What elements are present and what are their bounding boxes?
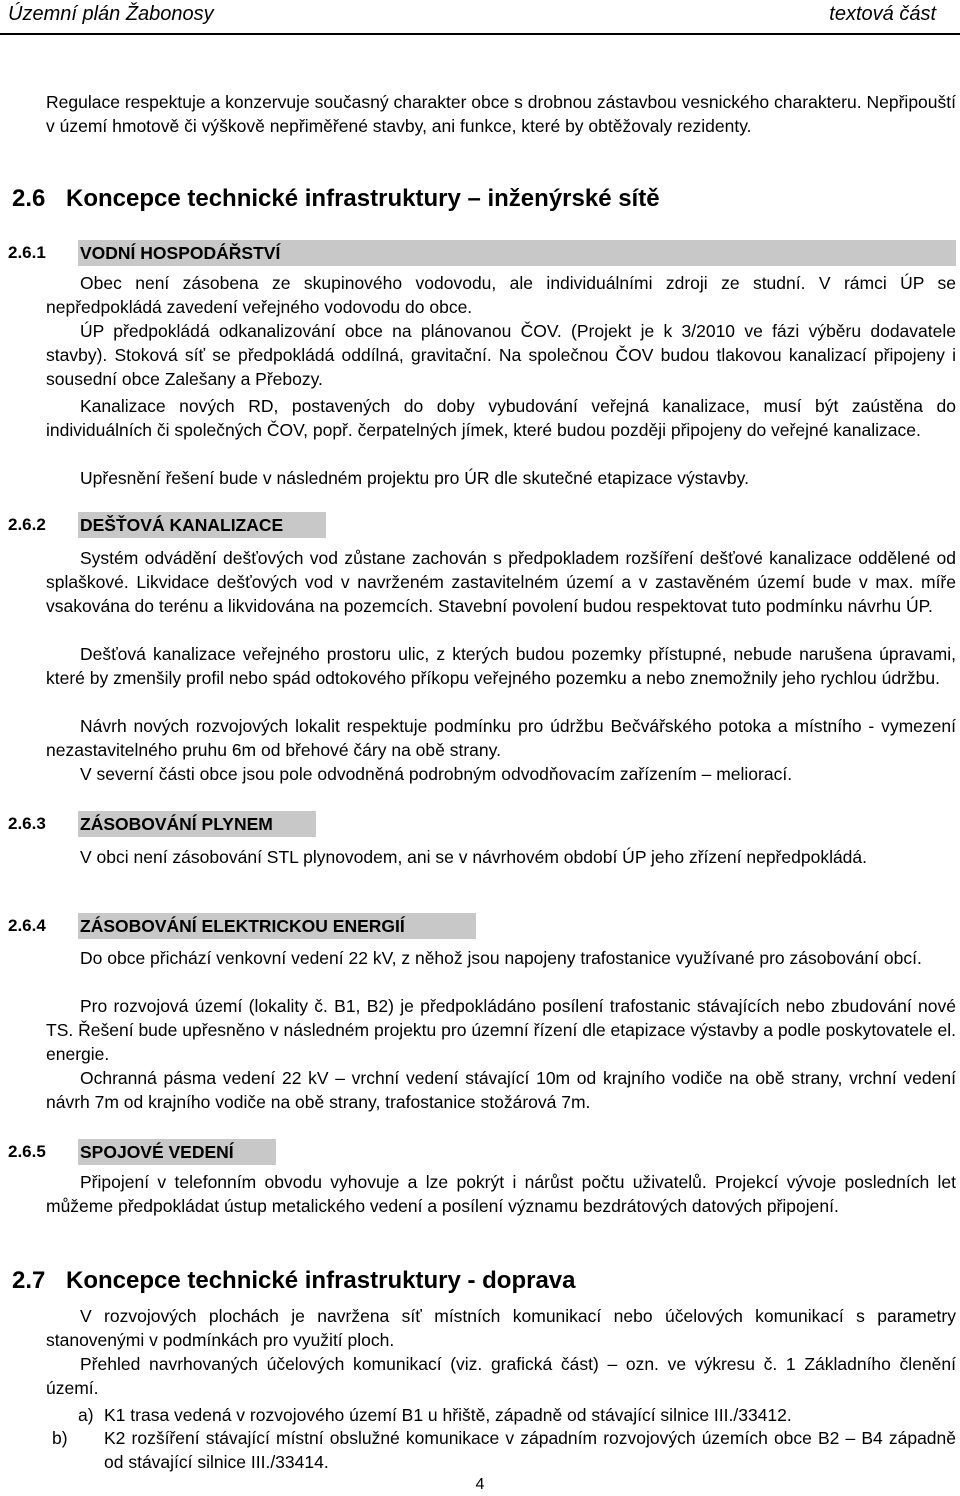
electricity-paragraph-1: Do obce přichází venkovní vedení 22 kV, z něhož jsou napojeny trafostanice využívané pro zásobování obcí. (80, 948, 922, 968)
heading-title: ZÁSOBOVÁNÍ ELEKTRICKOU ENERGIÍ (80, 916, 405, 936)
transport-paragraph-1: V rozvojových plochách je navržena síť místních komunikací nebo účelových komunikací s parametry stanovenými v podmínkách pro využití ploch. (46, 1306, 956, 1350)
header-document-title: Územní plán Žabonosy (8, 3, 214, 25)
telecom-paragraph: Připojení v telefonním obvodu vyhovuje a lze pokrýt i nárůst počtu uživatelů. Projekcí vývoje posledních let můžeme předpokládat ústup metalického vedení a posílení významu bezdrátových datových připojení. (46, 1172, 956, 1216)
heading-title: SPOJOVÉ VEDENÍ (80, 1142, 234, 1162)
heading-2-6-3 (8, 811, 956, 837)
heading-number: 2.6.2 (8, 515, 46, 534)
rain-paragraph-2: Dešťová kanalizace veřejného prostoru ulic, z kterých budou pozemky přístupné, nebude narušena úpravami, které by zmenšily profil nebo spád odtokového příkopu veřejného pozemku a nebo znemožnily jeho rychlou údržbu. (46, 644, 956, 688)
heading-number: 2.6.4 (8, 916, 46, 935)
water-paragraph-3: Kanalizace nových RD, postavených do doby vybudování veřejná kanalizace, musí být zaústěna do individuálních či společných ČOV, popř. čerpatelných jímek, které budou později připojeny do veřejné kanalizace. (46, 396, 956, 440)
gas-paragraph: V obci není zásobování STL plynovodem, ani se v návrhovém období ÚP jeho zřízení nepředpokládá. (80, 847, 868, 867)
transport-paragraph-2: Přehled navrhovaných účelových komunikací (viz. grafická část) – ozn. ve výkresu č. 1 Základního členění území. (46, 1354, 956, 1398)
rain-paragraph-3: Návrh nových rozvojových lokalit respektuje podmínku pro údržbu Bečvářského potoka a místního - vymezení nezastavitelného pruhu 6m od břehové čáry na obě strany. (46, 716, 956, 760)
rain-paragraph-1: Systém odvádění dešťových vod zůstane zachován s předpokladem rozšíření dešťové kanalizace oddělené od splaškové. Likvidace dešťových vod v navrženém zastavitelném území a v zastavěném území bude v max. míře vsakována do terénu a likvidována na pozemcích. Stavební povolení budou respektovat tuto podmínku návrhu ÚP. (46, 548, 956, 616)
heading-2-6-4 (8, 913, 956, 939)
water-paragraph-2: ÚP předpokládá odkanalizování obce na plánovanou ČOV. (Projekt je k 3/2010 ve fázi výběru dodavatele stavby). Stoková síť se předpokládá oddílná, gravitační. Na společnou ČOV budou tlakovou kanalizací připojeny i sousední obce Zalešany a Přebozy. (46, 321, 956, 389)
heading-2-6-2 (8, 512, 956, 538)
heading-title: ZÁSOBOVÁNÍ PLYNEM (80, 814, 273, 834)
heading-2-6-5 (8, 1139, 956, 1165)
heading-2-6 (12, 184, 660, 214)
water-paragraph-4: Upřesnění řešení bude v následném projektu pro ÚR dle skutečné etapizace výstavby. (80, 468, 749, 488)
electricity-paragraph-3: Ochranná pásma vedení 22 kV – vrchní vedení stávající 10m od krajního vodiče na obě strany, vrchní vedení návrh 7m od krajního vodiče na obě strany, trafostanice stožárová 7m. (46, 1068, 956, 1112)
list-marker: b) (52, 1428, 68, 1448)
heading-2-7 (12, 1266, 575, 1296)
intro-paragraph: Regulace respektuje a konzervuje současný charakter obce s drobnou zástavbou vesnického charakteru. Nepřipouští v území hmotově či výškově nepřiměřené stavby, ani funkce, které by obtěžovaly rezidenty. (46, 92, 956, 136)
heading-number: 2.7 (12, 1267, 46, 1294)
heading-title: VODNÍ HOSPODÁŘSTVÍ (80, 243, 281, 263)
page-number: 4 (475, 1476, 485, 1493)
electricity-paragraph-2: Pro rozvojová území (lokality č. B1, B2) je předpokládáno posílení trafostanic stávajících nebo zbudování nové TS. Řešení bude upřesněno v následném projektu pro územní řízení dle etapizace výstavby a podle poskytovatele el. energie. (46, 996, 956, 1064)
list-marker: a) (78, 1405, 94, 1425)
heading-2-6-1 (8, 240, 956, 266)
heading-number: 2.6.1 (8, 243, 46, 262)
header-divider (0, 33, 960, 35)
list-item-text: K2 rozšíření stávající místní obslužné komunikace v západním rozvojových územích obce B2 – B4 západně od stávající silnice III./33414. (104, 1428, 956, 1472)
heading-number: 2.6 (12, 185, 46, 212)
heading-title: Koncepce technické infrastruktury - doprava (66, 1267, 576, 1294)
page-header (0, 0, 960, 34)
rain-paragraph-4: V severní části obce jsou pole odvodněná podrobným odvodňovacím zařízením – meliorací. (80, 764, 793, 784)
list-item (78, 1403, 956, 1427)
list-item-text: K1 trasa vedená v rozvojového území B1 u hřiště, západně od stávající silnice III./33412. (104, 1405, 792, 1425)
heading-number: 2.6.5 (8, 1142, 46, 1161)
header-section-label: textová část (829, 3, 936, 25)
water-paragraph-1: Obec není zásobena ze skupinového vodovodu, ale individuálními zdroji ze studní. V rámci ÚP se nepředpokládá zavedení veřejného vodovodu do obce. (46, 273, 956, 317)
heading-title: DEŠŤOVÁ KANALIZACE (80, 515, 284, 535)
heading-number: 2.6.3 (8, 814, 46, 833)
heading-title: Koncepce technické infrastruktury – inženýrské sítě (66, 185, 660, 212)
list-item (52, 1426, 956, 1474)
